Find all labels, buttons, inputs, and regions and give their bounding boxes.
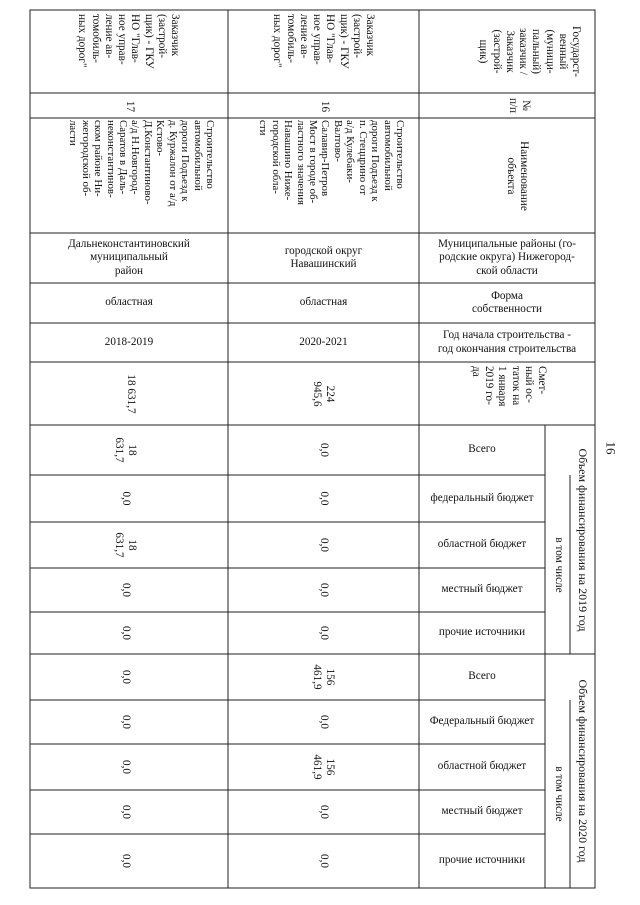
page-number: 16 <box>603 441 619 455</box>
header-districts: Муниципальные районы (го- родские округа) Нижегород- ской области <box>437 237 576 277</box>
header-2020-total: Всего <box>468 670 496 683</box>
header-2019-federal: федеральный бюджет <box>430 491 534 504</box>
header-2020-regional: областной бюджет <box>437 760 527 773</box>
header-ownership: Форма собственности <box>472 289 542 315</box>
header-2019-total: Всего <box>468 443 496 456</box>
header-2020-federal: Федеральный бюджет <box>429 715 535 728</box>
header-years: Год начала строительства - год окончания строительства <box>437 329 577 355</box>
header-2019-regional: областной бюджет <box>437 538 527 551</box>
header-2019-other: прочие источники <box>438 626 526 639</box>
header-2019-local: местный бюджет <box>441 583 523 596</box>
header-2020-other: прочие источники <box>438 854 526 867</box>
header-2020-local: местный бюджет <box>441 805 523 818</box>
